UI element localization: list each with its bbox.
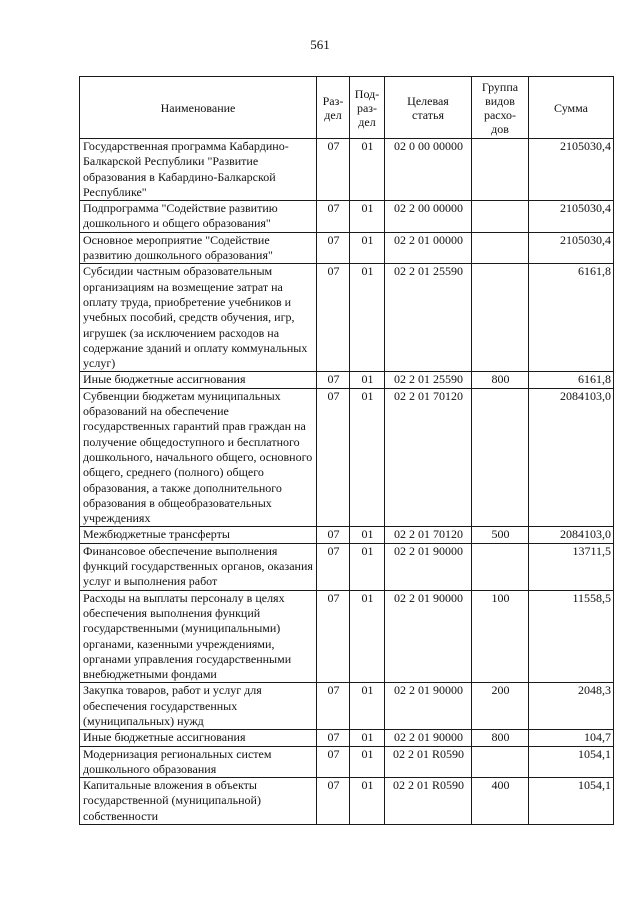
cell-sum: 13711,5 [529, 543, 614, 590]
table-row [80, 527, 614, 543]
cell-expense-group: 200 [472, 683, 529, 730]
cell-target-article: 02 2 01 70120 [385, 388, 472, 527]
cell-sum: 2105030,4 [529, 139, 614, 201]
cell-name: Межбюджетные трансферты [80, 527, 317, 543]
cell-sum: 6161,8 [529, 372, 614, 388]
cell-name: Финансовое обеспечение выполнения функций государственных органов, оказания услуг и выполнения работ [80, 543, 317, 590]
cell-sum: 104,7 [529, 730, 614, 746]
cell-sum: 11558,5 [529, 590, 614, 683]
cell-subsection: 01 [350, 778, 385, 825]
cell-target-article: 02 2 01 25590 [385, 264, 472, 372]
table-row [80, 372, 614, 388]
header-expense-group: Группа видов расхо- дов [472, 77, 529, 139]
table-header-row [80, 77, 614, 139]
cell-expense-group [472, 746, 529, 778]
table-row [80, 590, 614, 683]
cell-name: Субвенции бюджетам муниципальных образований на обеспечение государственных гарантий прав граждан на получение общедоступного и бесплатного дошкольного, начального общего, основного общего, среднего (полного) общего образования, а также дополнительного образования в общеобразовательных учреждениях [80, 388, 317, 527]
cell-name: Субсидии частным образовательным организациям на возмещение затрат на оплату труда, приобретение учебников и учебных пособий, средств обучения, игр, игрушек (за исключением расходов на содержание зданий и оплату коммунальных услуг) [80, 264, 317, 372]
cell-name: Капитальные вложения в объекты государственной (муниципальной) собственности [80, 778, 317, 825]
cell-subsection: 01 [350, 730, 385, 746]
cell-section: 07 [317, 139, 350, 201]
cell-expense-group: 500 [472, 527, 529, 543]
cell-sum: 2105030,4 [529, 232, 614, 264]
cell-sum: 2048,3 [529, 683, 614, 730]
cell-subsection: 01 [350, 201, 385, 233]
cell-name: Иные бюджетные ассигнования [80, 372, 317, 388]
cell-section: 07 [317, 388, 350, 527]
table-row [80, 543, 614, 590]
table-row [80, 139, 614, 201]
cell-sum: 1054,1 [529, 746, 614, 778]
cell-sum: 2084103,0 [529, 527, 614, 543]
table-row [80, 746, 614, 778]
cell-target-article: 02 0 00 00000 [385, 139, 472, 201]
cell-sum: 2105030,4 [529, 201, 614, 233]
cell-section: 07 [317, 543, 350, 590]
cell-subsection: 01 [350, 590, 385, 683]
cell-target-article: 02 2 01 00000 [385, 232, 472, 264]
cell-name: Закупка товаров, работ и услуг для обеспечения государственных (муниципальных) нужд [80, 683, 317, 730]
cell-expense-group: 400 [472, 778, 529, 825]
table-row [80, 730, 614, 746]
cell-name: Государственная программа Кабардино-Балкарской Республики "Развитие образования в Кабардино-Балкарской Республике" [80, 139, 317, 201]
cell-target-article: 02 2 01 R0590 [385, 778, 472, 825]
cell-subsection: 01 [350, 264, 385, 372]
page-number: 561 [310, 37, 330, 52]
header-sum: Сумма [529, 77, 614, 139]
cell-expense-group [472, 232, 529, 264]
cell-sum: 1054,1 [529, 778, 614, 825]
cell-expense-group [472, 388, 529, 527]
cell-target-article: 02 2 00 00000 [385, 201, 472, 233]
cell-subsection: 01 [350, 746, 385, 778]
header-subsection: Под- раз- дел [350, 77, 385, 139]
cell-target-article: 02 2 01 90000 [385, 543, 472, 590]
cell-subsection: 01 [350, 232, 385, 264]
table-row [80, 778, 614, 825]
cell-section: 07 [317, 372, 350, 388]
cell-expense-group: 800 [472, 372, 529, 388]
cell-section: 07 [317, 778, 350, 825]
cell-target-article: 02 2 01 90000 [385, 730, 472, 746]
cell-section: 07 [317, 746, 350, 778]
cell-expense-group [472, 543, 529, 590]
table-row [80, 232, 614, 264]
table-body [80, 139, 614, 825]
cell-target-article: 02 2 01 90000 [385, 683, 472, 730]
cell-sum: 2084103,0 [529, 388, 614, 527]
cell-target-article: 02 2 01 R0590 [385, 746, 472, 778]
cell-name: Модернизация региональных систем дошкольного образования [80, 746, 317, 778]
cell-section: 07 [317, 683, 350, 730]
cell-target-article: 02 2 01 25590 [385, 372, 472, 388]
cell-expense-group: 100 [472, 590, 529, 683]
table-row [80, 201, 614, 233]
cell-section: 07 [317, 201, 350, 233]
cell-section: 07 [317, 232, 350, 264]
cell-subsection: 01 [350, 372, 385, 388]
budget-table [79, 76, 614, 825]
cell-target-article: 02 2 01 90000 [385, 590, 472, 683]
cell-name: Иные бюджетные ассигнования [80, 730, 317, 746]
cell-target-article: 02 2 01 70120 [385, 527, 472, 543]
cell-expense-group: 800 [472, 730, 529, 746]
cell-name: Основное мероприятие "Содействие развитию дошкольного образования" [80, 232, 317, 264]
cell-section: 07 [317, 590, 350, 683]
cell-name: Расходы на выплаты персоналу в целях обеспечения выполнения функций государственными (муниципальными) органами, казенными учреждениями, органами управления государственными внебюджетными фондами [80, 590, 317, 683]
cell-name: Подпрограмма "Содействие развитию дошкольного и общего образования" [80, 201, 317, 233]
cell-subsection: 01 [350, 388, 385, 527]
cell-expense-group [472, 264, 529, 372]
table-row [80, 683, 614, 730]
table-row [80, 388, 614, 527]
table-row [80, 264, 614, 372]
header-target-article: Целевая статья [385, 77, 472, 139]
header-section: Раз- дел [317, 77, 350, 139]
cell-subsection: 01 [350, 683, 385, 730]
cell-subsection: 01 [350, 139, 385, 201]
cell-section: 07 [317, 730, 350, 746]
cell-expense-group [472, 201, 529, 233]
header-name: Наименование [80, 77, 317, 139]
cell-sum: 6161,8 [529, 264, 614, 372]
cell-expense-group [472, 139, 529, 201]
cell-section: 07 [317, 264, 350, 372]
cell-subsection: 01 [350, 527, 385, 543]
cell-subsection: 01 [350, 543, 385, 590]
cell-section: 07 [317, 527, 350, 543]
